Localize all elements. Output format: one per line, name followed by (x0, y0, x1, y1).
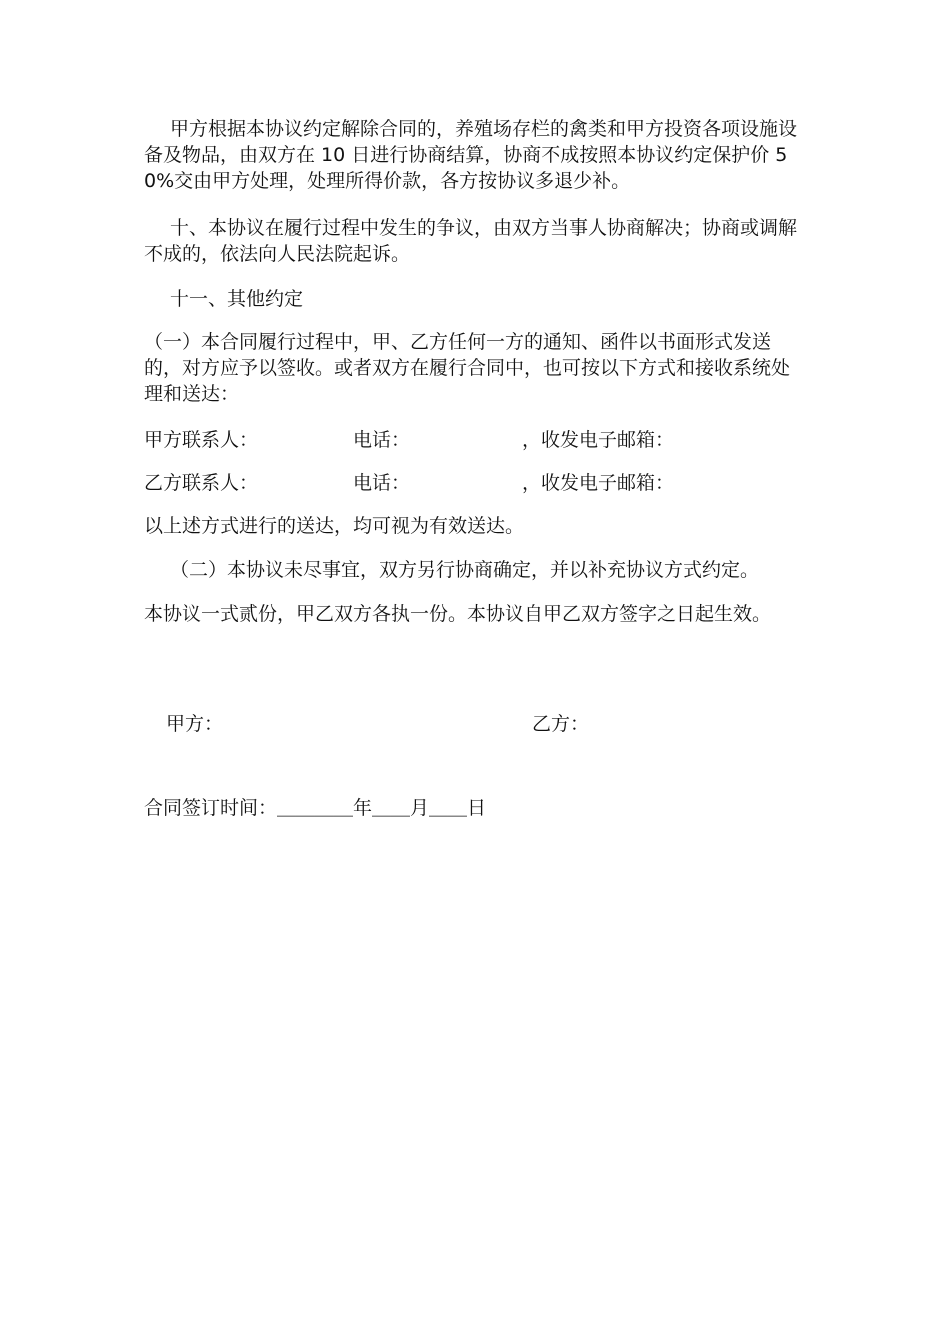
party-a-phone-label: 电话： (353, 429, 411, 451)
signature-party-a: 甲方： (166, 713, 224, 735)
party-b-phone-label: 电话： (353, 472, 411, 494)
paragraph-notice: （一）本合同履行过程中，甲、乙方任何一方的通知、函件以书面形式发送的，对方应予以签收。或者双方在履行合同中，也可按以下方式和接收系统处理和送达： (144, 331, 791, 405)
paragraph-dispute: 十、本协议在履行过程中发生的争议，由双方当事人协商解决；协商或调解不成的，依法向人民法院起诉。 (144, 217, 798, 265)
party-b-contact-row (144, 470, 806, 496)
party-b-email-label: ，收发电子邮箱： (522, 472, 675, 494)
heading-other-agreements: 十一、其他约定 (170, 288, 304, 310)
party-a-contact-label: 甲方联系人： (144, 429, 259, 451)
paragraph-valid-delivery: 以上述方式进行的送达，均可视为有效送达。 (144, 515, 525, 537)
signature-party-b: 乙方： (532, 713, 590, 735)
party-a-email-label: ，收发电子邮箱： (522, 429, 675, 451)
paragraph-supplement: （二）本协议未尽事宜，双方另行协商确定，并以补充协议方式约定。 (170, 559, 760, 581)
party-a-contact-row (144, 427, 806, 453)
paragraph-copies: 本协议一式贰份，甲乙双方各执一份。本协议自甲乙双方签字之日起生效。 (144, 603, 772, 625)
signing-date: 合同签订时间：＿＿＿＿年＿＿月＿＿日 (144, 797, 487, 819)
party-b-contact-label: 乙方联系人： (144, 472, 259, 494)
paragraph-settlement: 甲方根据本协议约定解除合同的，养殖场存栏的禽类和甲方投资各项设施设备及物品，由双方在 10 日进行协商结算，协商不成按照本协议约定保护价 50%交由甲方处理，处理所得价款，各方按协议多退少补。 (144, 118, 798, 192)
